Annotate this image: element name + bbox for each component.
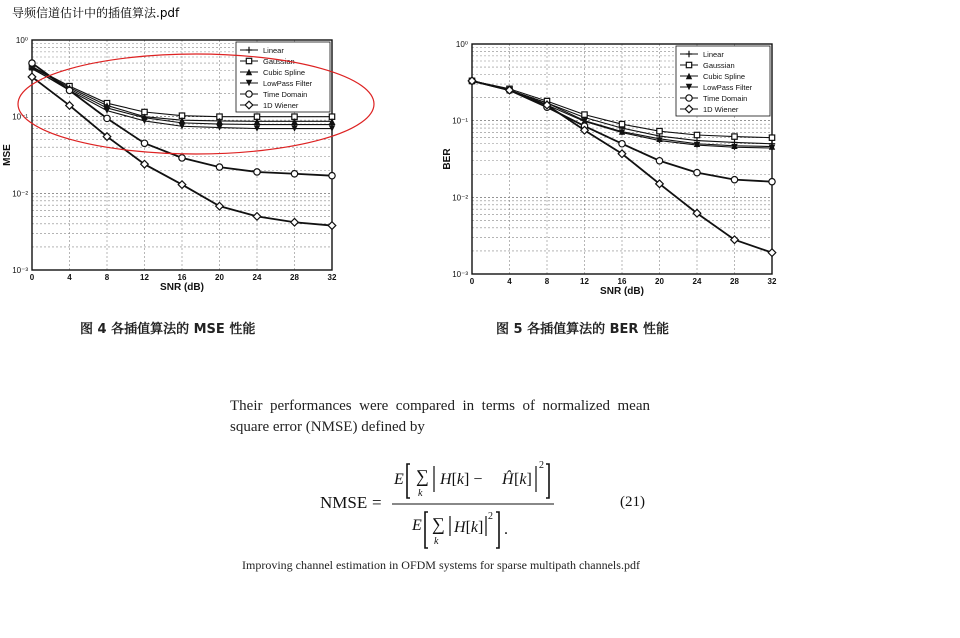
source-filename: Improving channel estimation in OFDM systems for sparse multipath channels.pdf <box>242 558 640 572</box>
y-axis-label: MSE <box>2 144 13 166</box>
x-tick-label: 32 <box>767 277 777 286</box>
x-tick-label: 16 <box>177 273 187 282</box>
svg-text:H[k]: H[k] <box>454 519 484 536</box>
data-point <box>216 202 224 210</box>
x-tick-label: 28 <box>730 277 739 286</box>
data-point <box>216 164 222 170</box>
data-point <box>769 135 774 140</box>
legend-label: LowPass Filter <box>703 83 753 92</box>
data-point <box>29 60 35 66</box>
data-point <box>291 171 297 177</box>
svg-text:k: k <box>434 536 439 547</box>
svg-text:E: E <box>394 471 404 488</box>
data-point <box>141 140 147 146</box>
x-tick-label: 24 <box>692 277 702 286</box>
legend-label: 1D Wiener <box>263 101 299 110</box>
data-point <box>253 213 261 221</box>
legend-marker <box>686 62 691 67</box>
y-tick-label: 10⁻² <box>452 193 468 203</box>
legend-marker <box>246 91 252 97</box>
y-tick-label: 10⁰ <box>455 40 468 49</box>
x-tick-label: 8 <box>104 273 110 282</box>
data-point <box>329 172 335 178</box>
x-tick-label: 4 <box>507 277 512 286</box>
mse-chart <box>0 32 345 297</box>
y-tick-label: 10⁻³ <box>12 266 28 275</box>
svg-text:[k]: [k] <box>514 471 532 488</box>
x-tick-label: 24 <box>252 273 262 282</box>
x-tick-label: 32 <box>327 273 337 282</box>
x-axis-label: SNR (dB) <box>160 282 204 293</box>
nmse-equation <box>310 452 670 552</box>
x-axis-label: SNR (dB) <box>600 286 644 297</box>
x-tick-label: 8 <box>544 277 550 286</box>
x-tick-label: 20 <box>655 277 664 286</box>
equation-number: (21) <box>620 494 645 510</box>
data-point <box>694 169 700 175</box>
data-point <box>178 181 186 189</box>
document-filename: 导频信道估计中的插值算法.pdf <box>12 6 180 20</box>
x-tick-label: 16 <box>617 277 627 286</box>
data-point <box>732 134 737 139</box>
x-tick-label: 0 <box>29 273 35 282</box>
x-tick-label: 12 <box>580 277 589 286</box>
data-point <box>179 155 185 161</box>
data-point <box>619 141 625 147</box>
body-paragraph: Their performances were compared in terms of normalized mean square error (NMSE) defined by <box>230 398 650 435</box>
data-point <box>731 176 737 182</box>
legend-label: Linear <box>263 46 284 55</box>
legend-label: Linear <box>703 50 724 59</box>
data-point <box>656 158 662 164</box>
svg-text:=: = <box>372 493 382 512</box>
x-tick-label: 28 <box>290 273 299 282</box>
x-tick-label: 0 <box>469 277 475 286</box>
y-tick-label: 10⁻¹ <box>452 116 468 126</box>
data-point <box>104 115 110 121</box>
data-point <box>768 249 776 257</box>
x-tick-label: 4 <box>67 273 72 282</box>
legend-label: Time Domain <box>263 90 308 99</box>
ber-chart <box>440 36 785 301</box>
legend-label: Cubic Spline <box>703 72 746 81</box>
legend-label: Time Domain <box>703 94 748 103</box>
svg-text:.: . <box>504 521 508 538</box>
legend-label: Gaussian <box>263 57 295 66</box>
data-point <box>291 218 299 226</box>
y-tick-label: 10⁻³ <box>452 270 468 279</box>
data-point <box>657 128 662 133</box>
data-point <box>254 169 260 175</box>
legend-label: 1D Wiener <box>703 105 739 114</box>
svg-text:H[k] −: H[k] − <box>440 471 483 488</box>
legend-label: Gaussian <box>703 61 735 70</box>
y-axis-label: BER <box>442 148 453 170</box>
data-point <box>769 178 775 184</box>
svg-text:∑: ∑ <box>416 466 429 486</box>
x-tick-label: 20 <box>215 273 224 282</box>
svg-text:2: 2 <box>488 511 493 522</box>
y-tick-label: 10⁰ <box>15 36 28 45</box>
y-tick-label: 10⁻¹ <box>12 112 28 122</box>
data-point <box>66 87 72 93</box>
data-point <box>694 132 699 137</box>
data-point <box>328 222 336 230</box>
data-point <box>582 112 587 117</box>
legend <box>676 46 770 116</box>
legend-marker <box>686 95 692 101</box>
x-tick-label: 12 <box>140 273 149 282</box>
svg-text:E: E <box>412 517 422 534</box>
figure-4-caption: 图 4 各插值算法的 MSE 性能 <box>80 322 256 337</box>
svg-text:2: 2 <box>539 460 544 471</box>
svg-text:∑: ∑ <box>432 514 445 534</box>
figure-5-caption: 图 5 各插值算法的 BER 性能 <box>496 322 669 337</box>
svg-text:k: k <box>418 488 423 499</box>
y-tick-label: 10⁻² <box>12 189 28 199</box>
legend-label: LowPass Filter <box>263 79 313 88</box>
legend-marker <box>246 58 251 63</box>
data-point <box>619 121 624 126</box>
legend <box>236 42 330 112</box>
legend-label: Cubic Spline <box>263 68 306 77</box>
svg-text:Ĥ: Ĥ <box>502 471 514 488</box>
data-point <box>104 107 110 113</box>
equation-lhs: NMSE <box>320 493 368 512</box>
